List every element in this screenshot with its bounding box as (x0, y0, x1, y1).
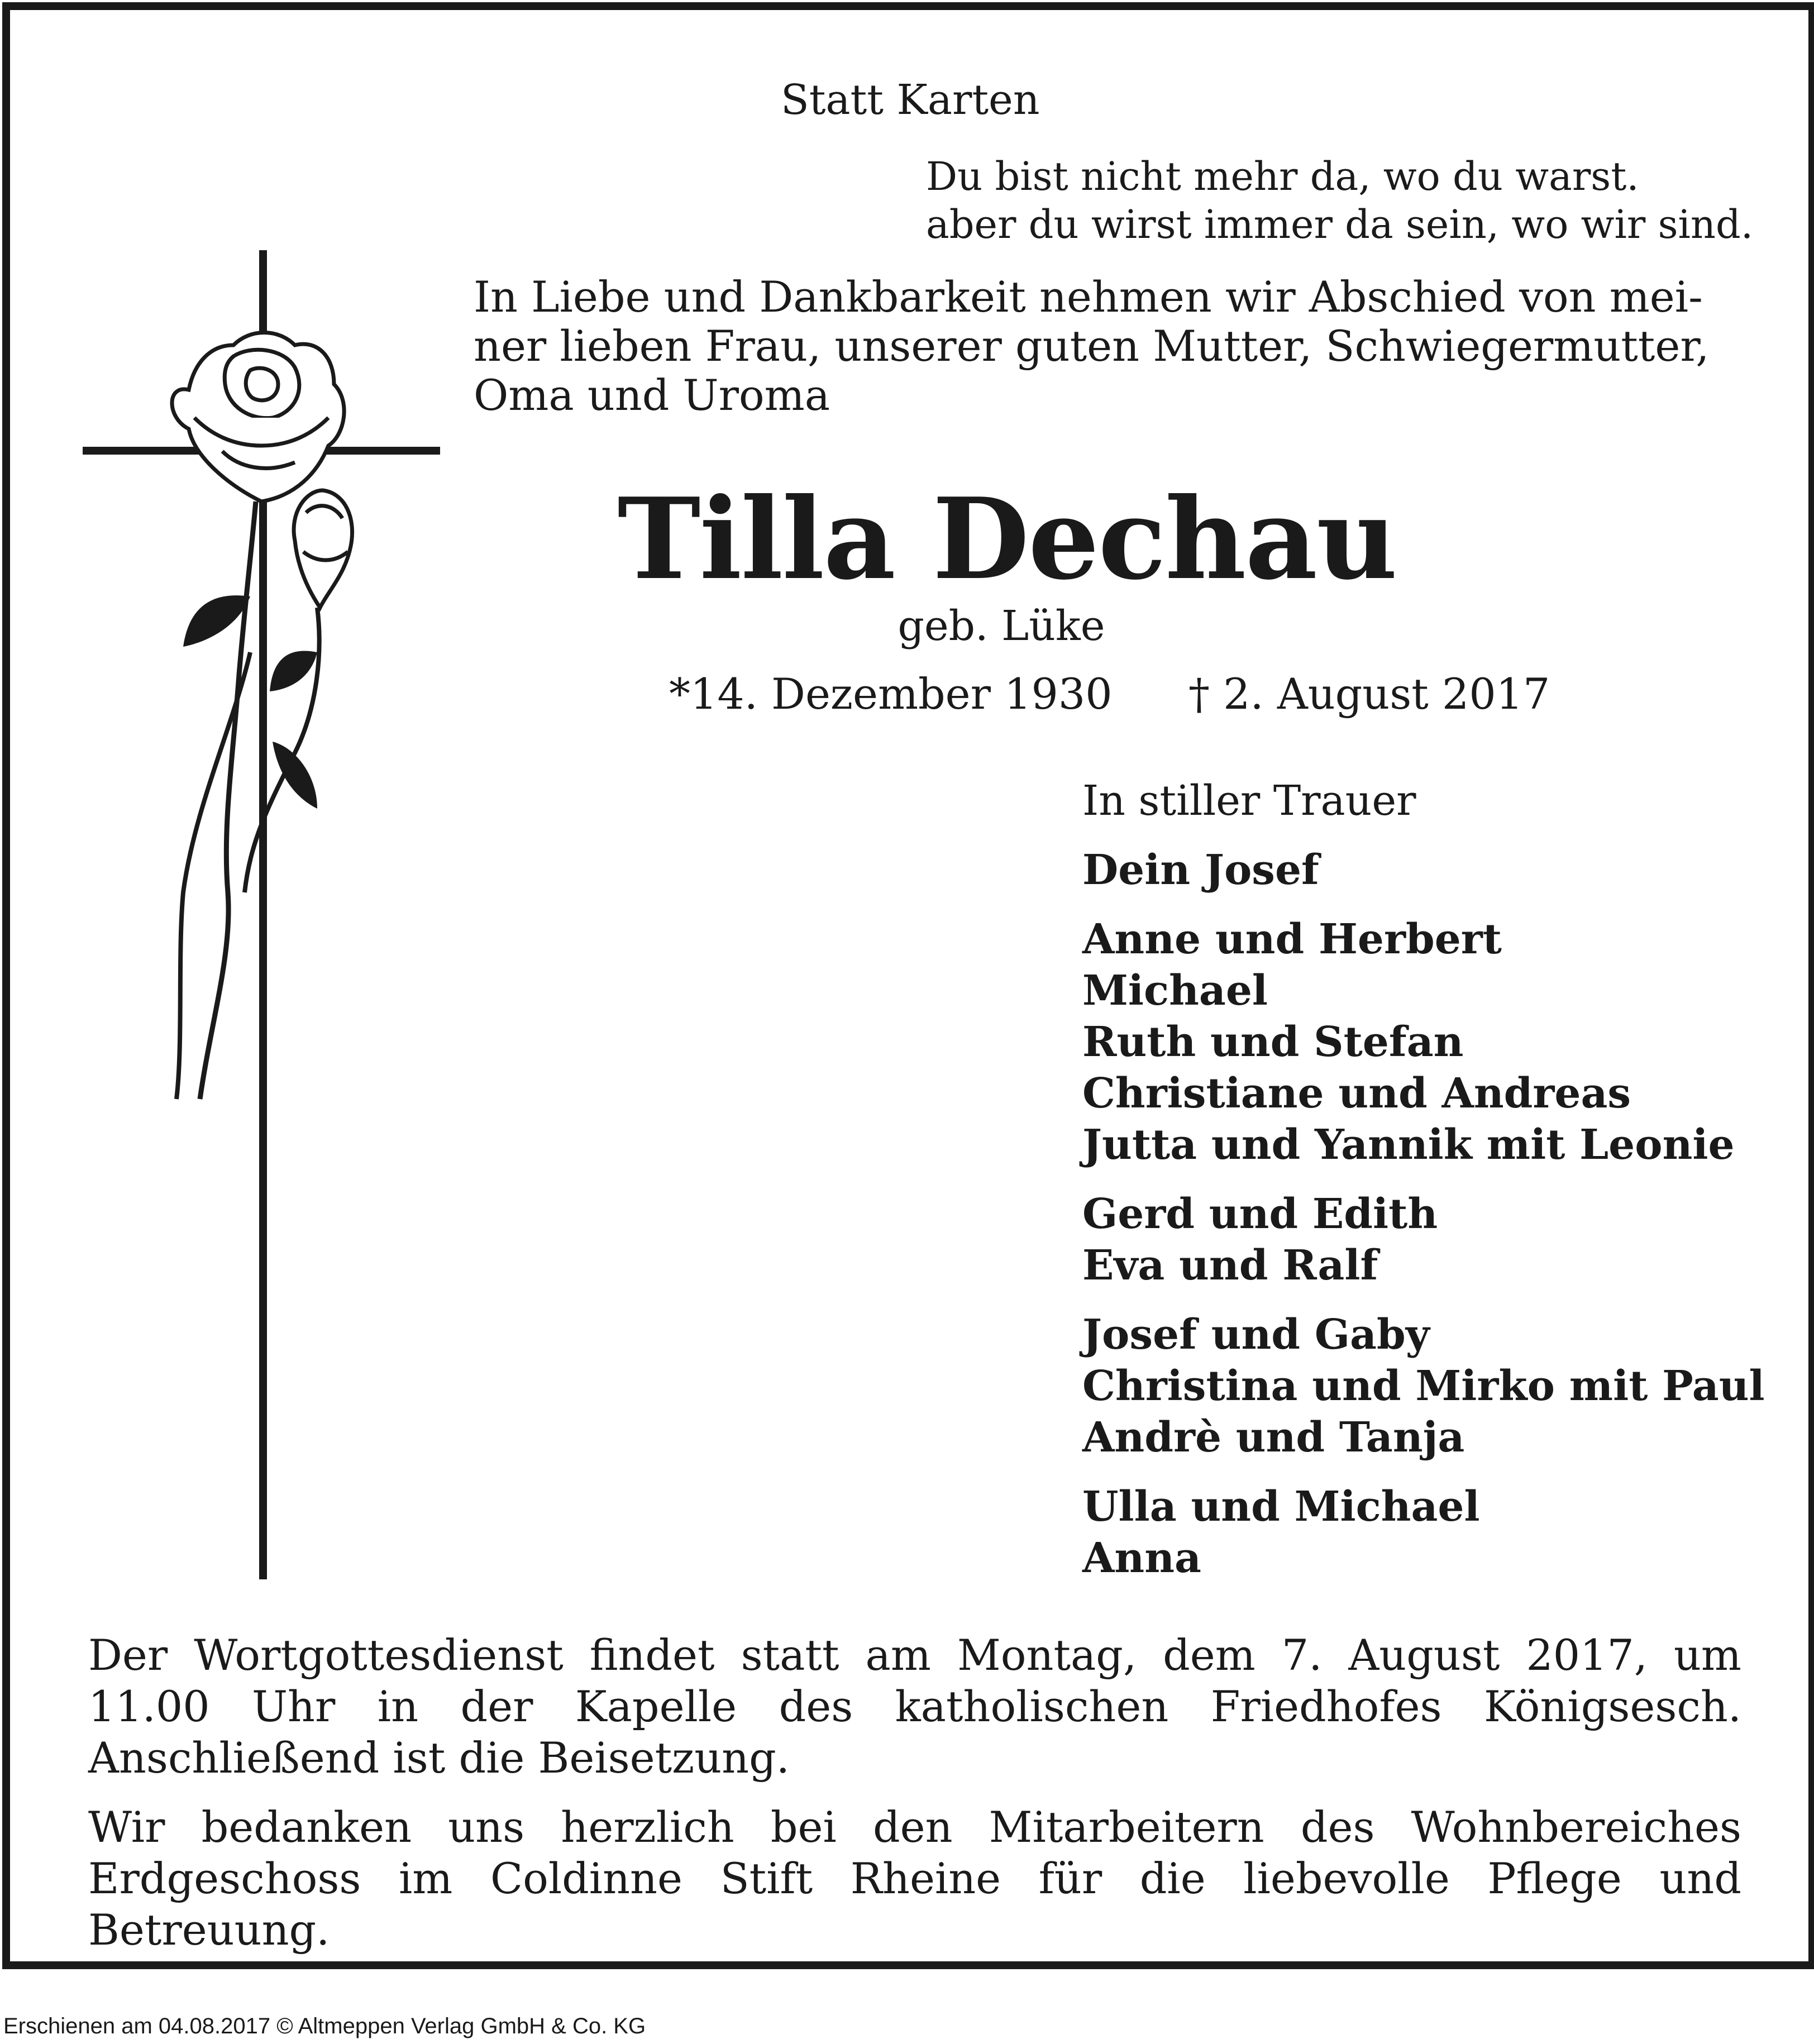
mourners-list (1082, 775, 1765, 1602)
mourner: Gerd und Edith (1082, 1190, 1438, 1238)
obituary-notice (2, 2, 1814, 1969)
mourner-group (1082, 1188, 1765, 1291)
mourner: Dein Josef (1082, 846, 1319, 894)
birth-date: *14. Dezember 1930 (669, 669, 1113, 719)
poem-line: aber du wirst immer da sein, wo wir sind. (926, 202, 1754, 247)
mourner-group (1082, 1309, 1765, 1463)
mourner-group (1082, 914, 1765, 1171)
mourner: Eva und Ralf (1082, 1241, 1378, 1290)
cross-with-rose-icon (83, 250, 462, 1579)
service-info (88, 1630, 1741, 1974)
intro-text (474, 273, 1709, 420)
poem (926, 152, 1753, 249)
mourning-intro: In stiller Trauer (1082, 777, 1416, 825)
mourner-group (1082, 1481, 1765, 1584)
service-paragraph: Der Wortgottesdienst findet statt am Montag, dem 7. August 2017, um 11.00 Uhr in der Kapelle des katholischen Friedhofes Königsesch. Anschließend ist die Beisetzung. (88, 1630, 1741, 1783)
death-date: † 2. August 2017 (1188, 669, 1550, 719)
mourner: Ruth und Stefan (1082, 1018, 1464, 1066)
thanks-paragraph: Wir bedanken uns herzlich bei den Mitarbeitern des Wohnbereiches Erdgeschoss im Coldinne Stift Rheine für die liebevolle Pflege und Betreuung. (88, 1802, 1741, 1955)
maiden-name: geb. Lüke (898, 602, 1105, 650)
intro-line: Oma und Uroma (474, 370, 830, 420)
publication-footer: Erschienen am 04.08.2017 © Altmeppen Verlag GmbH & Co. KG (3, 2014, 646, 2038)
deceased-name: Tilla Dechau (617, 474, 1397, 605)
mourner: Josef und Gaby (1082, 1311, 1430, 1359)
statt-karten-heading: Statt Karten (781, 76, 1040, 124)
mourner: Christina und Mirko mit Paul (1082, 1362, 1765, 1410)
intro-line: In Liebe und Dankbarkeit nehmen wir Abschied von mei- (474, 272, 1703, 322)
mourner: Anna (1082, 1534, 1201, 1582)
mourner: Jutta und Yannik mit Leonie (1082, 1121, 1735, 1169)
mourner: Christiane und Andreas (1082, 1069, 1631, 1117)
mourner: Michael (1082, 967, 1268, 1015)
mourner-group (1082, 844, 1765, 896)
mourner: Andrè und Tanja (1082, 1413, 1465, 1462)
intro-line: ner lieben Frau, unserer guten Mutter, Schwiegermutter, (474, 321, 1710, 371)
mourner: Ulla und Michael (1082, 1483, 1480, 1531)
mourner: Anne und Herbert (1082, 915, 1502, 963)
poem-line: Du bist nicht mehr da, wo du warst. (926, 154, 1639, 199)
